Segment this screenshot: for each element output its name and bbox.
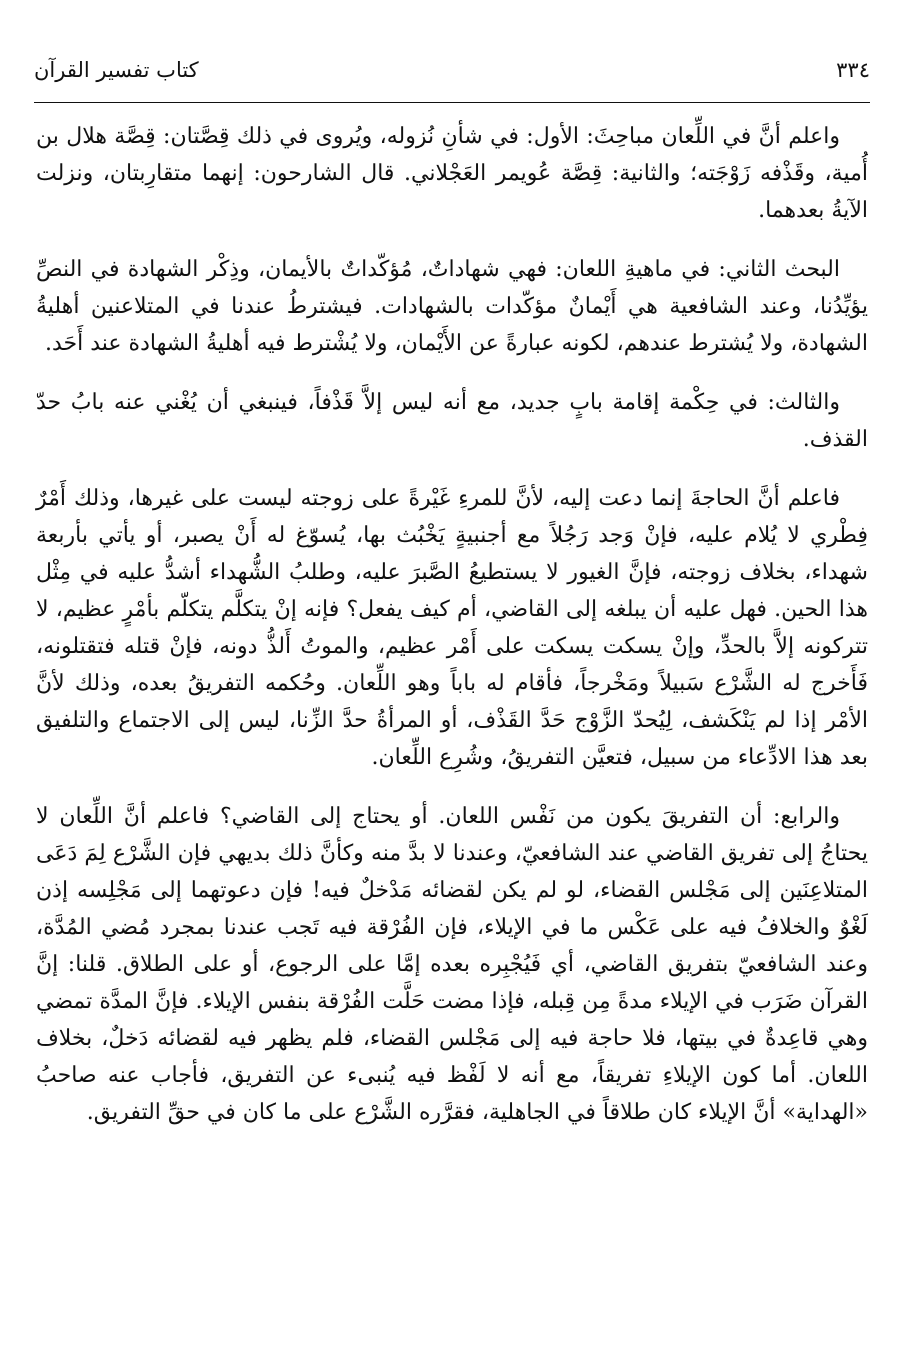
- page-header: [34, 58, 870, 90]
- header-divider: [34, 102, 870, 103]
- paragraph-2: البحث الثاني: في ماهيةِ اللعان: فهي شهاداتٌ، مُؤكّداتٌ بالأيمان، وذِكْر الشهادة في النصِّ يؤيِّدُنا، وعند الشافعية هي أَيْمانٌ مؤكّدات بالشهادات. فيشترطُ عندنا في المتلاعنين أهليةُ الشهادة، ولا يُشترط عندهم، لكونه عبارةً عن الأَيْمان، ولا يُشْترط فيه أهليةُ الشهادة عند أَحَد.: [36, 257, 868, 356]
- body-text: [36, 118, 868, 1131]
- paragraph-5: والرابع: أن التفريقَ يكون من نَفْس اللعان. أو يحتاج إلى القاضي؟ فاعلم أنَّ اللِّعان لا يحتاجُ إلى تفريق القاضي عند الشافعيّ، وعندنا لا بدَّ منه وكأنَّ ذلك بديهي فإن الشَّرْع لِمَ دَعَى المتلاعِنَين إلى مَجْلس القضاء، لو لم يكن لقضائه مَدْخلٌ فيه! فإن دعوتهما إلى مَجْلِسه إذن لَغْوٌ والخلافُ فيه على عَكْس ما في الإيلاء، فإن الفُرْقة فيه تَجب عندنا بمجرد مُضي المُدَّة، وعند الشافعيّ بتفريق القاضي، أي فَيُجْبِره بعده إمَّا على الرجوع، أو على الطلاق. قلنا: إنَّ القرآن ضَرَب في الإيلاء مدةً مِن قِبله، فإذا مضت حَلَّت الفُرْقة بنفس الإيلاء. فإنَّ المدَّة تمضي وهي قاعِدةٌ في بيتها، فلا حاجة فيه إلى مَجْلس القضاء، فلم يظهر فيه لقضائه دَخلٌ، بخلاف اللعان. أما كون الإيلاءِ تفريقاً، مع أنه لا لَفْظ فيه يُنبىء عن التفريق، فأجاب عنه صاحبُ «الهداية» أنَّ الإيلاء كان طلاقاً في الجاهلية، فقرَّره الشَّرْع على ما كان في حقِّ التفريق.: [36, 804, 869, 1125]
- running-title: كتاب تفسير القرآن: [34, 58, 199, 82]
- paragraph-1: واعلم أنَّ في اللِّعان مباحِثَ: الأول: في شأنِ نُزوله، ويُروى في ذلك قِصَّتان: قِصَّة هلال بن أُمية، وقَذْفه زَوْجَته؛ والثانية: قِصَّة عُويمر العَجْلاني. قال الشارحون: إنهما متقارِبتان، ونزلت الآيةُ بعدهما.: [36, 124, 868, 223]
- paragraph-3: والثالث: في حِكْمة إقامة بابٍ جديد، مع أنه ليس إلاَّ قَذْفاً، فينبغي أن يُغْني عنه بابُ حدّ القذف.: [36, 390, 868, 452]
- page-number: ٣٣٤: [836, 58, 870, 82]
- paragraph-4: فاعلم أنَّ الحاجةَ إنما دعت إليه، لأنَّ للمرءِ غَيْرةً على زوجته ليست على غيرها، وذلك أَمْرٌ فِطْري لا يُلام عليه، فإنْ وَجد رَجُلاً مع أجنبيةٍ يَخْبُث بها، يُسوّغ له أَنْ يصبر، أو يأتي بأربعة شهداء، بخلاف زوجته، فإنَّ الغيور لا يستطيعُ الصَّبرَ عليه، وطلبُ الشُّهداء أشدُّ عليه في مِثْل هذا الحين. فهل عليه أن يبلغه إلى القاضي، أم كيف يفعل؟ فإنه إنْ يتكلَّم يتكلّم بأمْرٍ عظيم، لا تتركونه إلاَّ بالحدِّ، وإنْ يسكت يسكت على أَمْر عظيم، والموتُ أَلذُّ دونه، فإنْ قتله فتقتلونه، فَأَخرج له الشَّرْع سَبيلاً ومَخْرجاً، فأقام له باباً وهو اللِّعان. وحُكمه التفريقُ بعده، وذلك لأنَّ الأمْر إذا لم يَنْكَشف، لِيُحدّ الزَّوْج حَدَّ القَذْف، أو المرأةُ حدَّ الزِّنا، ليس إلى الاجتماع والتلفيق بعد هذا الادِّعاء من سبيل، فتعيَّن التفريقُ، وشُرِع اللِّعان.: [36, 486, 868, 770]
